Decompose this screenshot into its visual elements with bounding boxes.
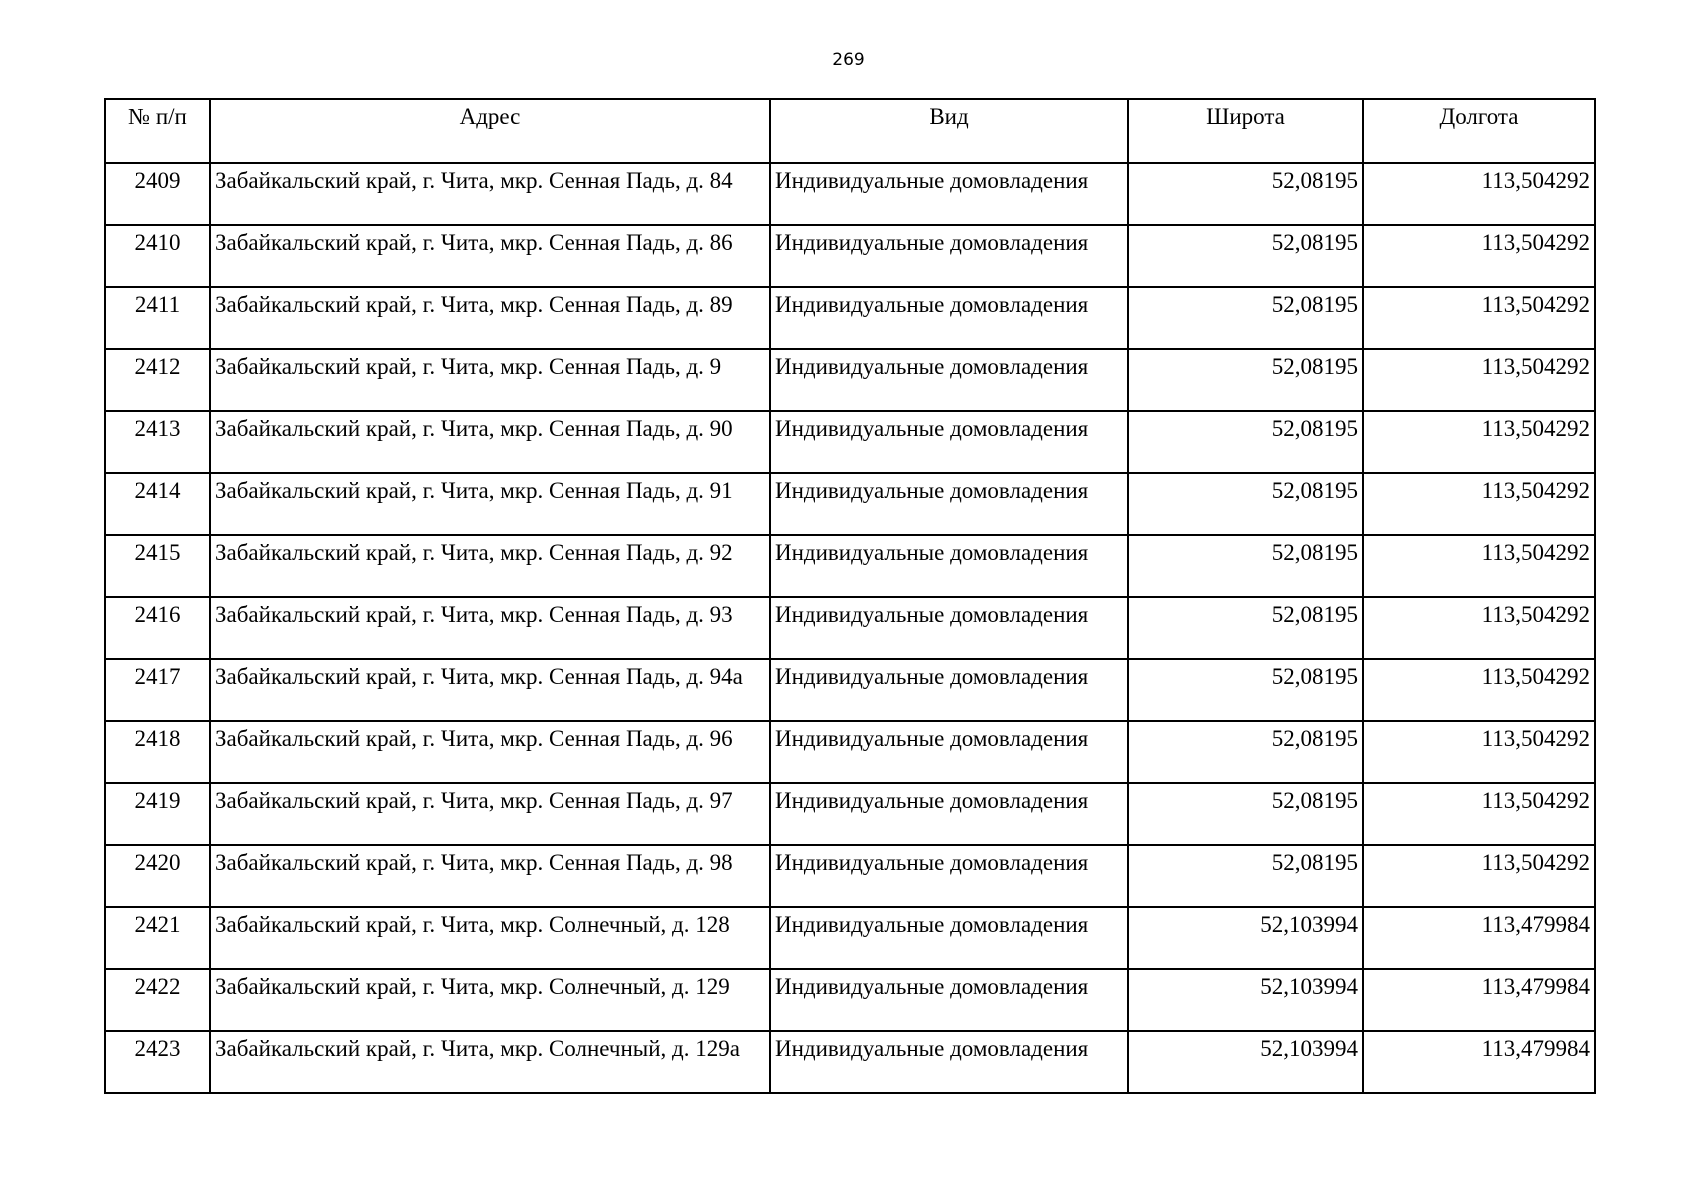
row-address: Забайкальский край, г. Чита, мкр. Солнечный, д. 128: [210, 907, 770, 969]
row-address: Забайкальский край, г. Чита, мкр. Сенная Падь, д. 97: [210, 783, 770, 845]
row-longitude: 113,479984: [1363, 1031, 1595, 1093]
table-row: [105, 659, 1595, 721]
row-number: 2420: [105, 845, 210, 907]
row-longitude: 113,504292: [1363, 597, 1595, 659]
row-latitude: 52,08195: [1128, 659, 1363, 721]
row-type: Индивидуальные домовладения: [770, 473, 1128, 535]
row-type: Индивидуальные домовладения: [770, 163, 1128, 225]
row-address: Забайкальский край, г. Чита, мкр. Сенная Падь, д. 92: [210, 535, 770, 597]
row-address: Забайкальский край, г. Чита, мкр. Солнечный, д. 129а: [210, 1031, 770, 1093]
row-type: Индивидуальные домовладения: [770, 907, 1128, 969]
row-address: Забайкальский край, г. Чита, мкр. Солнечный, д. 129: [210, 969, 770, 1031]
row-latitude: 52,08195: [1128, 473, 1363, 535]
row-type: Индивидуальные домовладения: [770, 349, 1128, 411]
row-address: Забайкальский край, г. Чита, мкр. Сенная Падь, д. 86: [210, 225, 770, 287]
table-row: [105, 969, 1595, 1031]
row-type: Индивидуальные домовладения: [770, 721, 1128, 783]
row-latitude: 52,08195: [1128, 411, 1363, 473]
row-type: Индивидуальные домовладения: [770, 287, 1128, 349]
row-address: Забайкальский край, г. Чита, мкр. Сенная Падь, д. 9: [210, 349, 770, 411]
row-latitude: 52,08195: [1128, 535, 1363, 597]
row-longitude: 113,479984: [1363, 907, 1595, 969]
row-number: 2422: [105, 969, 210, 1031]
row-latitude: 52,08195: [1128, 597, 1363, 659]
row-type: Индивидуальные домовладения: [770, 845, 1128, 907]
row-address: Забайкальский край, г. Чита, мкр. Сенная Падь, д. 90: [210, 411, 770, 473]
row-latitude: 52,08195: [1128, 163, 1363, 225]
table-row: [105, 1031, 1595, 1093]
header-type: Вид: [770, 99, 1128, 163]
table-row: [105, 473, 1595, 535]
row-number: 2418: [105, 721, 210, 783]
row-address: Забайкальский край, г. Чита, мкр. Сенная Падь, д. 93: [210, 597, 770, 659]
row-latitude: 52,08195: [1128, 721, 1363, 783]
row-longitude: 113,504292: [1363, 535, 1595, 597]
row-address: Забайкальский край, г. Чита, мкр. Сенная Падь, д. 89: [210, 287, 770, 349]
table-row: [105, 349, 1595, 411]
row-address: Забайкальский край, г. Чита, мкр. Сенная Падь, д. 84: [210, 163, 770, 225]
table-row: [105, 907, 1595, 969]
row-latitude: 52,103994: [1128, 907, 1363, 969]
row-latitude: 52,08195: [1128, 225, 1363, 287]
row-latitude: 52,08195: [1128, 783, 1363, 845]
table-row: [105, 783, 1595, 845]
row-type: Индивидуальные домовладения: [770, 969, 1128, 1031]
row-address: Забайкальский край, г. Чита, мкр. Сенная Падь, д. 96: [210, 721, 770, 783]
table-row: [105, 411, 1595, 473]
row-longitude: 113,504292: [1363, 721, 1595, 783]
row-longitude: 113,504292: [1363, 349, 1595, 411]
row-number: 2411: [105, 287, 210, 349]
row-number: 2413: [105, 411, 210, 473]
row-number: 2415: [105, 535, 210, 597]
row-number: 2423: [105, 1031, 210, 1093]
row-type: Индивидуальные домовладения: [770, 597, 1128, 659]
row-longitude: 113,504292: [1363, 163, 1595, 225]
row-address: Забайкальский край, г. Чита, мкр. Сенная Падь, д. 98: [210, 845, 770, 907]
row-latitude: 52,08195: [1128, 287, 1363, 349]
page-number: 269: [832, 50, 865, 70]
row-type: Индивидуальные домовладения: [770, 783, 1128, 845]
row-longitude: 113,504292: [1363, 411, 1595, 473]
header-num: № п/п: [105, 99, 210, 163]
table-row: [105, 163, 1595, 225]
row-number: 2412: [105, 349, 210, 411]
row-number: 2417: [105, 659, 210, 721]
row-longitude: 113,504292: [1363, 783, 1595, 845]
table-row: [105, 721, 1595, 783]
row-longitude: 113,504292: [1363, 659, 1595, 721]
header-address: Адрес: [210, 99, 770, 163]
row-latitude: 52,08195: [1128, 845, 1363, 907]
row-number: 2410: [105, 225, 210, 287]
table-row: [105, 225, 1595, 287]
row-longitude: 113,504292: [1363, 845, 1595, 907]
row-number: 2416: [105, 597, 210, 659]
table-header-row: [105, 99, 1595, 163]
row-type: Индивидуальные домовладения: [770, 659, 1128, 721]
header-lon: Долгота: [1363, 99, 1595, 163]
row-latitude: 52,08195: [1128, 349, 1363, 411]
header-lat: Широта: [1128, 99, 1363, 163]
row-longitude: 113,504292: [1363, 473, 1595, 535]
row-latitude: 52,103994: [1128, 1031, 1363, 1093]
table-row: [105, 845, 1595, 907]
row-longitude: 113,479984: [1363, 969, 1595, 1031]
table-row: [105, 597, 1595, 659]
table-row: [105, 535, 1595, 597]
row-longitude: 113,504292: [1363, 287, 1595, 349]
row-number: 2414: [105, 473, 210, 535]
row-latitude: 52,103994: [1128, 969, 1363, 1031]
row-type: Индивидуальные домовладения: [770, 535, 1128, 597]
row-number: 2409: [105, 163, 210, 225]
table-row: [105, 287, 1595, 349]
row-number: 2421: [105, 907, 210, 969]
row-number: 2419: [105, 783, 210, 845]
address-table: [104, 98, 1596, 1094]
row-longitude: 113,504292: [1363, 225, 1595, 287]
row-type: Индивидуальные домовладения: [770, 225, 1128, 287]
row-type: Индивидуальные домовладения: [770, 1031, 1128, 1093]
row-address: Забайкальский край, г. Чита, мкр. Сенная Падь, д. 91: [210, 473, 770, 535]
row-address: Забайкальский край, г. Чита, мкр. Сенная Падь, д. 94а: [210, 659, 770, 721]
row-type: Индивидуальные домовладения: [770, 411, 1128, 473]
